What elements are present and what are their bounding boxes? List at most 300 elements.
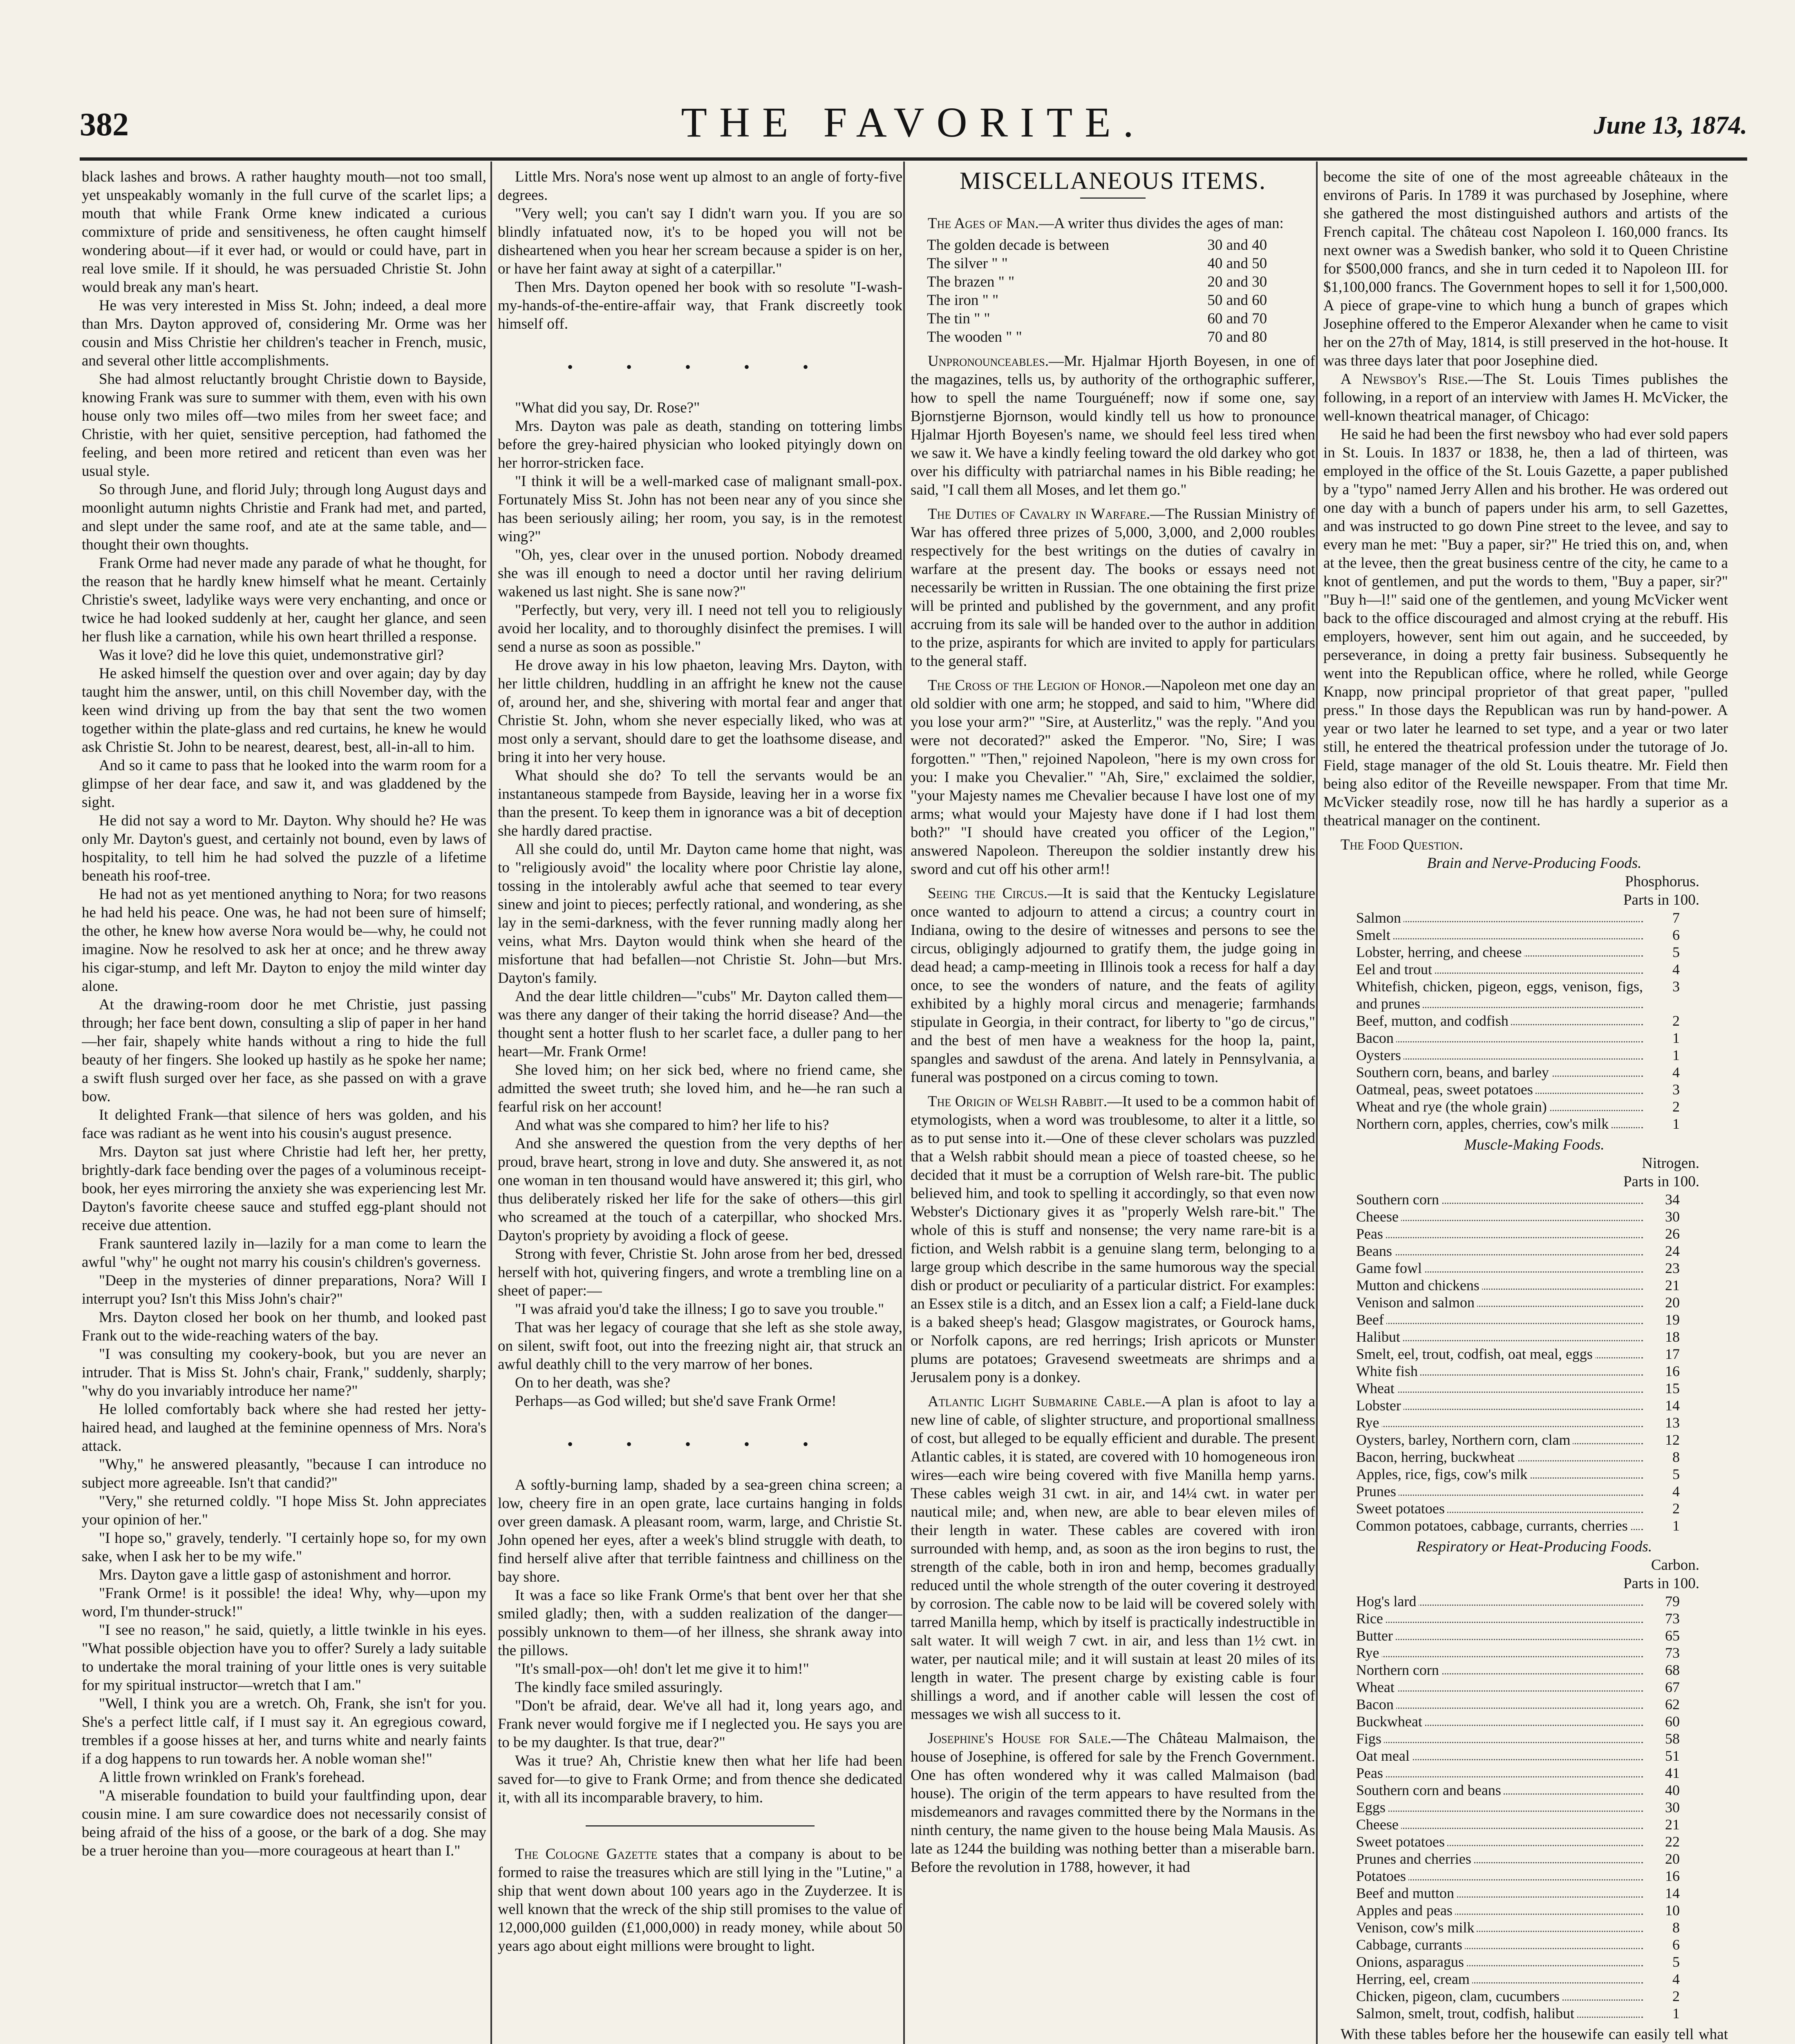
food-value: 73: [1665, 1610, 1680, 1627]
food-name-cell: [1356, 1747, 1643, 1764]
age-label: The golden decade is between: [927, 237, 1109, 253]
food-name-cell: [1356, 1610, 1643, 1627]
food-name: Wheat: [1356, 1679, 1397, 1695]
story-part-a: [498, 168, 902, 333]
food-value: 1: [1672, 1030, 1680, 1046]
item-heading: The Food Question.: [1341, 836, 1463, 853]
food-name: Oysters: [1356, 1047, 1403, 1063]
masthead-rule: [80, 157, 1747, 161]
food-name: Cabbage, currants: [1356, 1936, 1465, 1953]
food-value: 4: [1672, 1064, 1680, 1080]
food-row: [1356, 1782, 1680, 1799]
food-value: 17: [1665, 1346, 1680, 1362]
food-name-cell: [1356, 1431, 1643, 1448]
newsboy-paragraph: He said he had been the first newsboy who had ever sold papers in St. Louis. In 1837 or 1838, he, then a lad of thirteen, was employed in the office of the St. Louis Gazette, a paper published by a "typo" named Jerry Allen and his brother. He was ordered out one day with a bunch of papers under his arm, to sell Gazettes, and was instructed to go down Pine street to the levee, and say to every man he met: "Buy a paper, sir?" He tried this on, and, when at the levee, then the great business centre of the city, he came to a knot of gentlemen, and put the words to them, "Buy a paper, sir?" "Buy h—l!" said one of the gentlemen, and young McVicker went back to the office discouraged and almost crying at the rebuff. His employers, however, sent him out again, and he succeeded, by perseverance, in doing a pretty fair business. Subsequently he went into the Republican office, where he rolled, while George Knapp, now principal proprietor of that great paper, "pulled press." In those days the Republican was run by hand-power. A year or two later he learned to set type, and a year or two later still, he entered the theatrical profession under the tutorage of Jo. Field, stage manager of the old St. Louis theatre. Mr. Field then being also editor of the Reveille newspaper. From that time Mr. McVicker steadily rose, now till he has hardly a superior as a theatrical manager on the continent.: [1323, 426, 1728, 829]
food-name: Figs: [1356, 1730, 1384, 1747]
story-paragraph: Little Mrs. Nora's nose went up almost to an angle of forty-five degrees.: [498, 168, 902, 204]
story-paragraph: She loved him; on her sick bed, where no friend came, she admitted the sweet truth; she loved him, and he—he ran such a fearful risk on her account!: [498, 1062, 902, 1115]
food-value: 40: [1665, 1782, 1680, 1798]
food-value: 4: [1672, 1971, 1680, 1987]
story-paragraph: Perhaps—as God willed; but she'd save Frank Orme!: [515, 1393, 837, 1410]
story-paragraph: Then Mrs. Dayton opened her book with so resolute "I-wash-my-hands-of-the-entire-affair way, that Frank discreetly took himself off.: [498, 279, 902, 332]
ages-row: [927, 273, 1299, 291]
food-name: Herring, eel, cream: [1356, 1971, 1472, 1987]
story-paragraph: The kindly face smiled assuringly.: [515, 1679, 723, 1696]
food-value: 18: [1665, 1329, 1680, 1345]
item-heading: Unpronounceables.: [928, 353, 1049, 370]
food-name: Wheat and rye (the whole grain): [1356, 1098, 1549, 1115]
food-name-cell: [1356, 1696, 1643, 1713]
food-name: Game fowl: [1356, 1260, 1424, 1276]
food-name-cell: [1356, 1242, 1643, 1260]
story-paragraph: "Why," he answered pleasantly, "because I can introduce no subject more agreeable. Isn't that candid?": [82, 1456, 486, 1491]
column-rule-3: [1316, 161, 1318, 2044]
story-paragraph: Was it true? Ah, Christie knew then what her life had been saved for—to give to Frank Orme; and from thence she dedicated it, with all its incomparable bravery, to him.: [498, 1753, 902, 1806]
food-name: Northern corn: [1356, 1662, 1441, 1678]
food-row: [1356, 1345, 1680, 1363]
food-name-cell: [1356, 1902, 1643, 1919]
food-value: 1: [1672, 1517, 1680, 1534]
food-name-cell: [1356, 944, 1643, 961]
food-value: 2: [1672, 1013, 1680, 1029]
food-name-cell: [1356, 1328, 1643, 1345]
food-value: 2: [1672, 1098, 1680, 1115]
story-paragraph: "I think it will be a well-marked case of malignant small-pox. Fortunately Miss St. John has not been near any of you since she has been seriously ailing; her room, you say, is in the remotest wing?": [498, 473, 902, 545]
food-value: 12: [1665, 1432, 1680, 1448]
food-row: [1356, 1919, 1680, 1936]
food-row: [1356, 1363, 1680, 1380]
food-row: [1356, 1311, 1680, 1328]
food-name-cell: [1356, 1047, 1643, 1064]
food-row: [1356, 1064, 1680, 1081]
food-row: [1356, 1081, 1680, 1098]
food-row: [1356, 1799, 1680, 1816]
item-text: —The Château Malmaison, the house of Josephine, is offered for sale by the French Government. One has often wondered why it was called Malmaison (bad house). The origin of the term appears to have resulted from the misdemeanors and ravages committed there by the Normans in the ninth century, the name given to the house being Mala Mausis. As late as 1244 the building was nothing better than a miserable barn. Before the revolution in 1788, however, it had: [911, 1730, 1315, 1876]
column-4-misc: [1323, 168, 1728, 2044]
food-row: [1356, 1988, 1680, 2005]
food-row: [1356, 1747, 1680, 1764]
food-value: 8: [1672, 1449, 1680, 1465]
food-name: Beef and mutton: [1356, 1885, 1457, 1901]
food-name: Oatmeal, peas, sweet potatoes: [1356, 1081, 1535, 1098]
food-name-cell: [1356, 1730, 1643, 1747]
food-value: 16: [1665, 1868, 1680, 1884]
food-name: Salmon, smelt, trout, codfish, halibut: [1356, 2005, 1577, 2022]
column-rule-1: [490, 161, 492, 2044]
food-value: 2: [1672, 1500, 1680, 1517]
food-table-unit: Parts in 100.: [1623, 1173, 1699, 1190]
masthead: [80, 94, 1747, 159]
food-name: Lobster: [1356, 1397, 1403, 1414]
ages-item: [911, 214, 1315, 233]
food-value: 34: [1665, 1191, 1680, 1208]
story-paragraph: "Oh, yes, clear over in the unused portion. Nobody dreamed she was ill enough to need a doctor until her raving delirium wakened us last night. She is sane now?": [498, 547, 902, 600]
food-name-cell: [1356, 1081, 1643, 1098]
food-row: [1356, 1730, 1680, 1747]
section-separator: • • • • •: [567, 358, 833, 376]
food-value: 20: [1665, 1851, 1680, 1867]
column-3-misc: [911, 168, 1315, 2044]
story-paragraph: "Very well; you can't say I didn't warn you. If you are so blindly infatuated now, it's to be hoped you will not be disheartened when you hear her scream because a spider is on her, or have her faint away at sight of a caterpillar.": [498, 205, 902, 277]
food-value: 13: [1665, 1414, 1680, 1431]
food-name: Beans: [1356, 1243, 1394, 1259]
food-name-cell: [1356, 1064, 1643, 1081]
food-value: 67: [1665, 1679, 1680, 1695]
item-text: —It used to be a common habit of etymologists, when a word was troublesome, to alter it a little, so as to put sense into it.—One of these clever scholars was puzzled that a Welsh rabbit should mean a piece of toasted cheese, so he decided that it must be a corruption of Welsh rare-bit. The public believed him, and took to spelling it accordingly, so that even now Webster's Dictionary gives it as "properly Welsh rare-bit." The whole of this is stuff and nonsense; the very name rare-bit is a fiction, and Welsh rabbit is a genuine slang term, belonging to a large group which describe in the same humorous way the special dish or product or peculiarity of a particular district. For examples: an Essex stile is a ditch, and an Essex lion a calf; a Field-lane duck is a baked sheep's head; Glasgow magistrates, or Gourock hams, or Norfolk capons, are red herrings; Irish apricots or Munster plums are potatoes; Gravesend sweetmeats are shrimps and a Jerusalem pony is a donkey.: [911, 1093, 1315, 1386]
food-name-cell: [1356, 1500, 1643, 1517]
ages-row: [927, 291, 1299, 309]
misc-item: [911, 676, 1315, 879]
food-row: [1356, 1431, 1680, 1448]
ages-row: [927, 328, 1299, 346]
story-paragraph: That was her legacy of courage that she left as she stole away, on silent, swift foot, out into the freezing night air, that struck an awful deathly chill to the very marrow of her bones.: [498, 1319, 902, 1373]
food-row: [1356, 1764, 1680, 1782]
food-name-cell: [1356, 1833, 1643, 1850]
food-value: 73: [1665, 1645, 1680, 1661]
food-name-cell: [1356, 1191, 1643, 1208]
food-row: [1356, 2005, 1680, 2022]
food-value: 4: [1672, 961, 1680, 977]
food-name-cell: [1356, 961, 1643, 978]
food-name: Buckwheat: [1356, 1713, 1425, 1730]
age-range: 20 and 30: [1207, 273, 1267, 290]
josephine-continued: become the site of one of the most agreeable châteaux in the environs of Paris. In 1789 it was purchased by Josephine, where she gathered the most distinguished authors and artists of the French capital. The château cost Napoleon I. 160,000 francs. Its next owner was a Swedish banker, who sold it to Queen Christine for $500,000 francs, and she in turn ceded it to Napoleon III. for $1,100,000 francs. The Government hopes to sell it for 1,500,000. A piece of grape-vine to which hung a bunch of grapes which Josephine offered to the Emperor Alexander when he came to visit her on the 27th of May, 1814, is still preserved in the hot-house. It was three days later that poor Josephine died.: [1323, 168, 1728, 369]
food-name-cell: [1356, 2005, 1643, 2022]
food-name: Bacon, herring, buckwheat: [1356, 1449, 1517, 1465]
food-row: [1356, 961, 1680, 978]
food-name-cell: [1356, 1483, 1643, 1500]
food-value: 58: [1665, 1730, 1680, 1747]
food-table-title: Muscle-Making Foods.: [1464, 1136, 1605, 1153]
food-row: [1356, 1713, 1680, 1730]
food-name: Sweet potatoes: [1356, 1833, 1447, 1850]
story-paragraph: "Deep in the mysteries of dinner preparations, Nora? Will I interrupt you? Isn't this Miss John's chair?": [82, 1272, 486, 1307]
food-row: [1356, 909, 1680, 926]
food-value: 68: [1665, 1662, 1680, 1678]
food-value: 4: [1672, 1483, 1680, 1499]
food-name: Butter: [1356, 1627, 1395, 1644]
food-name-cell: [1356, 1414, 1643, 1431]
food-row: [1356, 1936, 1680, 1953]
story-paragraph: And what was she compared to him? her life to his?: [515, 1117, 829, 1134]
story-paragraph: "Perfectly, but very, very ill. I need not tell you to religiously avoid her locality, and to thoroughly disinfect the premises. I will send a nurse as soon as possible.": [498, 602, 902, 655]
food-name: Onions, asparagus: [1356, 1954, 1466, 1970]
food-row: [1356, 944, 1680, 961]
food-value: 60: [1665, 1713, 1680, 1730]
title-rule: [1080, 197, 1146, 199]
story-paragraph: He did not say a word to Mr. Dayton. Why should he? He was only Mr. Dayton's guest, and certainly not bound, even by laws of hospitality, to tell him he had solved the puzzle of a lifetime beneath his roof-tree.: [82, 812, 486, 884]
food-name-cell: [1356, 1593, 1643, 1610]
item-text: —A writer thus divides the ages of man:: [1039, 215, 1284, 232]
story-paragraph: He had not as yet mentioned anything to Nora; for two reasons he had held his peace. One was, he had not been sure of himself; the other, he knew how averse Nora would be—why, he could not imagine. Now he resolved to ask her at once; and he threw away his cigar-stump, and left Mr. Dayton to enjoy the mild winter day alone.: [82, 886, 486, 995]
misc-item: [911, 352, 1315, 499]
food-name: Peas: [1356, 1226, 1385, 1242]
story-paragraph: Mrs. Dayton gave a little gasp of astonishment and horror.: [99, 1567, 452, 1583]
food-name-cell: [1356, 1466, 1643, 1483]
food-name-cell: [1356, 1380, 1643, 1397]
food-row: [1356, 1098, 1680, 1115]
page-number: 382: [80, 107, 129, 143]
food-name-cell: [1356, 1713, 1643, 1730]
food-row: [1356, 1953, 1680, 1970]
story-paragraph: "I was afraid you'd take the illness; I go to save you trouble.": [515, 1301, 884, 1318]
food-value: 30: [1665, 1799, 1680, 1815]
food-value: 3: [1672, 978, 1680, 995]
story-paragraph: And she answered the question from the very depths of her proud, brave heart, strong in love and duty. She answered it, as not one woman in ten thousand would have answered it; this girl, who thus deliberately risked her life for the sake of others—this girl who screamed at the touch of a caterpillar, who shocked Mrs. Dayton's propriety by avoiding a flock of geese.: [498, 1135, 902, 1244]
section-title: MISCELLANEOUS ITEMS.: [959, 168, 1266, 194]
food-row: [1356, 1397, 1680, 1414]
story-paragraph: She had almost reluctantly brought Christie down to Bayside, knowing Frank was sure to summer with them, even with his own house only two miles off—two miles from her sweet face; and Christie, with her quiet, sensitive perception, had fathomed the feeling, and been more retired and reticent than even was her usual style.: [82, 371, 486, 480]
food-value: 3: [1672, 1081, 1680, 1098]
food-value: 6: [1672, 1936, 1680, 1953]
misc-item: [911, 1092, 1315, 1387]
item-heading: Seeing the Circus.: [928, 885, 1047, 902]
food-name: Mutton and chickens: [1356, 1277, 1482, 1293]
food-value: 15: [1665, 1380, 1680, 1396]
food-row: [1356, 1277, 1680, 1294]
story-paragraph: "A miserable foundation to build your faultfinding upon, dear cousin mine. I am sure cowardice does not necessarily consist of being afraid of the hiss of a goose, or the bark of a dog. She may be a truer heroine than you—more courageous at heart than I.": [82, 1787, 486, 1859]
food-value: 65: [1665, 1627, 1680, 1644]
misc-item: [911, 1729, 1315, 1876]
food-value: 16: [1665, 1363, 1680, 1379]
food-name: Eggs: [1356, 1799, 1388, 1815]
food-table-unit: Phosphorus.: [1625, 873, 1699, 890]
food-value: 14: [1665, 1397, 1680, 1414]
food-value: 41: [1665, 1765, 1680, 1781]
food-value: 5: [1672, 1954, 1680, 1970]
food-value: 7: [1672, 910, 1680, 926]
section-separator: • • • • •: [567, 1435, 833, 1453]
food-row: [1356, 978, 1680, 1012]
item-text: —The Russian Ministry of War has offered three prizes of 5,000, 3,000, and 2,000 roubles respectively for the best writings on the duties of cavalry in warfare at the present day. The books or essays need not necessarily be written in Russian. The one obtaining the first prize will be printed and published by the government, and any profit accruing from its sale will be handed over to the author in addition to the prize, aspirants for which are invited to apply for particulars to the general staff.: [911, 506, 1315, 670]
food-name-cell: [1356, 1936, 1643, 1953]
age-range: 60 and 70: [1207, 310, 1267, 327]
food-row: [1356, 1012, 1680, 1029]
story-paragraph: "What did you say, Dr. Rose?": [515, 399, 700, 416]
food-name: Bacon: [1356, 1696, 1396, 1712]
food-name: Rice: [1356, 1610, 1385, 1627]
food-value: 14: [1665, 1885, 1680, 1901]
food-value: 62: [1665, 1696, 1680, 1712]
misc-item: [911, 1392, 1315, 1724]
age-range: 40 and 50: [1207, 255, 1267, 272]
item-heading: The Cologne Gazette: [515, 1846, 658, 1862]
food-name: Rye: [1356, 1414, 1382, 1431]
food-name: Prunes and cherries: [1356, 1851, 1474, 1867]
food-name-cell: [1356, 1850, 1643, 1867]
item-divider: [586, 1825, 815, 1827]
food-value: 20: [1665, 1294, 1680, 1311]
story-paragraph: A little frown wrinkled on Frank's forehead.: [99, 1769, 365, 1786]
newspaper-title: THE FAVORITE.: [681, 99, 1146, 146]
food-value: 5: [1672, 1466, 1680, 1482]
food-name-cell: [1356, 1970, 1643, 1988]
age-label: The tin " ": [927, 310, 990, 327]
story-paragraph: Strong with fever, Christie St. John arose from her bed, dressed herself with hot, quivering fingers, and wrote a trembling line on a sheet of paper:—: [498, 1246, 902, 1299]
food-row: [1356, 1328, 1680, 1345]
food-table-unit: Nitrogen.: [1642, 1155, 1699, 1172]
story-paragraph: "I hope so," gravely, tenderly. "I certainly hope so, for my own sake, when I ask her to be my wife.": [82, 1530, 486, 1565]
food-name-cell: [1356, 1311, 1643, 1328]
food-name-cell: [1356, 1029, 1643, 1047]
food-table-unit: Carbon.: [1651, 1557, 1699, 1573]
food-table-unit: Parts in 100.: [1623, 892, 1699, 908]
food-name: Potatoes: [1356, 1868, 1408, 1884]
item-heading: Josephine's House for Sale.: [928, 1730, 1112, 1747]
food-row: [1356, 1593, 1680, 1610]
food-value: 8: [1672, 1919, 1680, 1936]
food-tables: [1323, 854, 1728, 2022]
food-table-unit: Parts in 100.: [1623, 1575, 1699, 1592]
food-value: 19: [1665, 1311, 1680, 1328]
food-row: [1356, 1115, 1680, 1132]
food-name: Rye: [1356, 1645, 1382, 1661]
food-value: 79: [1665, 1593, 1680, 1609]
food-row: [1356, 926, 1680, 944]
food-name: Sweet potatoes: [1356, 1500, 1447, 1517]
food-row: [1356, 1517, 1680, 1534]
food-name-cell: [1356, 1764, 1643, 1782]
item-text: —The St. Louis Times publishes the following, in a report of an interview with James H. McVicker, the well-known theatrical manager, of Chicago:: [1323, 371, 1728, 424]
story-paragraph: "I was consulting my cookery-book, but you are never an intruder. That is Miss St. John's chair, Frank," suddenly, sharply; "why do you invariably introduce her name?": [82, 1346, 486, 1399]
food-value: 10: [1665, 1902, 1680, 1918]
age-label: The wooden " ": [927, 329, 1022, 345]
item-text: —It is said that the Kentucky Legislature once wanted to adjourn to attend a circus; a country court in Indiana, owing to the desire of witnesses and persons to see the circus, obligingly adjourned to gratify them, the judge going in dead head; a camp-meeting in Illinois took a recess for half a day once, to see the wonders of nature, and the feats of agility exhibited by a highly moral circus and menagerie; farmhands stipulate in Georgia, in their contract, for liberty to "go de circus," and the best of men have a weakness for the hoop la, paint, spangles and sawdust of the arena. And lately in Pennsylvania, a funeral was postponed on a circus coming to town.: [911, 885, 1315, 1086]
misc-item: [911, 505, 1315, 670]
food-name-cell: [1356, 1012, 1643, 1029]
story-paragraph: "Frank Orme! is it possible! the idea! Why, why—upon my word, I'm thunder-struck!": [82, 1585, 486, 1620]
item-text: —A plan is afoot to lay a new line of cable, of slighter structure, and proportional smallness of cost, but alleged to be equally efficient and durable. The present Atlantic cables, it is stated, are covered with 10 homogeneous iron wires—each wire being covered with five Manilla hemp yarns. These cables weigh 31 cwt. in air, and 14¼ cwt. in water per nautical mile; and, when new, are able to bear eleven miles of their length in water. These cables are covered with iron surrounded with hemp, and, as soon as the iron begins to rust, the strength of the cable, both in iron and hemp, becomes gradually reduced until the whole strength of the outer covering it destroyed by corrosion. The cable now to be laid will be covered solely with tarred Manilla hemp, which by itself is practically indestructible in salt water. It will weigh 7 cwt. in air, and less than 1½ cwt. in water, per nautical mile; and it will sustain at least 20 miles of its length in water. The present charge by existing cable is four shillings a word, and if another cable will lessen the cost of messages we wish all success to it.: [911, 1393, 1315, 1723]
food-row: [1356, 1448, 1680, 1466]
food-name: Venison and salmon: [1356, 1294, 1477, 1311]
food-table: [1356, 1593, 1680, 2022]
food-table: [1356, 1191, 1680, 1534]
food-name-cell: [1356, 1627, 1643, 1644]
food-row: [1356, 1696, 1680, 1713]
food-name: Southern corn and beans: [1356, 1782, 1504, 1798]
food-value: 5: [1672, 944, 1680, 960]
story-paragraph: Was it love? did he love this quiet, undemonstrative girl?: [99, 647, 444, 663]
food-name-cell: [1356, 1919, 1643, 1936]
food-name-cell: [1356, 1867, 1643, 1885]
food-value: 21: [1665, 1277, 1680, 1293]
ages-table: [927, 236, 1299, 346]
cologne-gazette-item: [498, 1845, 902, 1955]
item-heading: The Duties of Cavalry in Warfare.: [928, 506, 1150, 522]
food-name-cell: [1356, 1260, 1643, 1277]
story-part-c: [498, 1476, 902, 1807]
food-name: Lobster, herring, and cheese: [1356, 944, 1524, 960]
food-value: 2: [1672, 1988, 1680, 2004]
food-name-cell: [1356, 1782, 1643, 1799]
story-paragraph: It was a face so like Frank Orme's that bent over her that she smiled gladly; then, with a sudden realization of the danger—possibly unknown to them—of her illness, she shrank away into the pillows.: [498, 1587, 902, 1659]
food-table-title: Brain and Nerve-Producing Foods.: [1427, 855, 1642, 872]
column-rule-2: [903, 161, 905, 2044]
story-paragraph: All she could do, until Mr. Dayton came home that night, was to "religiously avoid" the locality where poor Christie lay alone, tossing in the intolerably awful ache that seemed to tear every sinew and joint to pieces; perfectly rational, and wondering, as she lay in the semi-darkness, with the fever running madly along her veins, what Mrs. Dayton would think when she heard of the misfortune that had befallen—not Christie St. John—but Mrs. Dayton's family.: [498, 841, 902, 986]
story-paragraph: Frank sauntered lazily in—lazily for a man come to learn the awful "why" he ought not marry his cousin's children's governess.: [82, 1235, 486, 1271]
food-value: 1: [1672, 1047, 1680, 1063]
story-paragraph: "Don't be afraid, dear. We've all had it, long years ago, and Frank never would forgive me if I neglected you. He says you are to be my daughter. Is that true, dear?": [498, 1697, 902, 1751]
story-paragraph: Mrs. Dayton was pale as death, standing on tottering limbs before the grey-haired physician who looked pityingly down on her horror-stricken face.: [498, 418, 902, 471]
ages-row: [927, 309, 1299, 328]
story-paragraph: And so it came to pass that he looked into the warm room for a glimpse of her dear face, and saw it, and was gladdened by the sight.: [82, 757, 486, 811]
food-name: Cheese: [1356, 1816, 1401, 1833]
food-name: Chicken, pigeon, clam, cucumbers: [1356, 1988, 1562, 2004]
food-row: [1356, 1627, 1680, 1644]
food-value: 1: [1672, 2005, 1680, 2022]
food-name-cell: [1356, 1115, 1643, 1132]
food-name-cell: [1356, 1799, 1643, 1816]
story-paragraph: "Well, I think you are a wretch. Oh, Frank, she isn't for you. She's a perfect little calf, if I must say it. An egregious coward, trembles if a goose hisses at her, and turns white and nearly faints if a dog happens to run towards her. A noble woman she!": [82, 1695, 486, 1767]
food-name-cell: [1356, 1885, 1643, 1902]
food-name: Bacon: [1356, 1030, 1396, 1046]
age-range: 30 and 40: [1207, 237, 1267, 253]
item-heading: The Cross of the Legion of Honor.: [928, 677, 1146, 694]
food-row: [1356, 1260, 1680, 1277]
food-name-cell: [1356, 1517, 1643, 1534]
food-row: [1356, 1867, 1680, 1885]
food-name: Northern corn, apples, cherries, cow's milk: [1356, 1116, 1611, 1132]
story-paragraph: "Very," she returned coldly. "I hope Miss St. John appreciates your opinion of her.": [82, 1493, 486, 1528]
food-name-cell: [1356, 1098, 1643, 1115]
story-paragraph: Mrs. Dayton sat just where Christie had left her, her pretty, brightly-dark face bending over the pages of a voluminous receipt-book, her eyes mirroring the anxiety she was experiencing lest Mr. Dayton's favorite cheese sauce and stuffed egg-plant should not receive due attention.: [82, 1143, 486, 1234]
misc-items: [911, 352, 1315, 1876]
food-row: [1356, 1414, 1680, 1431]
food-name: Beef: [1356, 1311, 1386, 1328]
food-value: 23: [1665, 1260, 1680, 1276]
food-value: 6: [1672, 927, 1680, 943]
food-name: Southern corn: [1356, 1191, 1441, 1208]
ages-row: [927, 254, 1299, 273]
food-name-cell: [1356, 978, 1643, 1012]
food-name: Beef, mutton, and codfish: [1356, 1013, 1511, 1029]
food-name: Venison, cow's milk: [1356, 1919, 1477, 1936]
food-row: [1356, 1242, 1680, 1260]
food-name-cell: [1356, 1277, 1643, 1294]
column-1-story: [82, 168, 486, 2044]
food-name-cell: [1356, 1397, 1643, 1414]
food-row: [1356, 1610, 1680, 1627]
food-name: Prunes: [1356, 1483, 1399, 1499]
food-row: [1356, 1047, 1680, 1064]
story-paragraph: Frank Orme had never made any parade of what he thought, for the reason that he hardly knew himself what he meant. Certainly Christie's sweet, ladylike ways were very enchanting, and once or twice he had looked suddenly at her, caught her glance, and seen her flush like a carnation, while his own heart thrilled a response.: [82, 555, 486, 645]
food-row: [1356, 1644, 1680, 1661]
story-paragraph: A softly-burning lamp, shaded by a sea-green china screen; a low, cheery fire in an open grate, lace curtains hanging in folds over green damask. A pleasant room, warm, large, and Christie St. John opened her eyes, after a week's blind struggle with death, to find herself alive after that terrible faintness and chilliness on the bay shore.: [498, 1477, 902, 1585]
story-paragraph: He was very interested in Miss St. John; indeed, a deal more than Mrs. Dayton approved of, considering Mr. Orme was her cousin and Miss Christie her children's teacher in French, music, and several other little accomplishments.: [82, 297, 486, 369]
food-name-cell: [1356, 1661, 1643, 1679]
story-paragraph: "It's small-pox—oh! don't let me give it to him!": [515, 1661, 809, 1677]
food-name-cell: [1356, 1953, 1643, 1970]
newsboy-item: [1323, 370, 1728, 425]
food-name-cell: [1356, 1294, 1643, 1311]
food-row: [1356, 1208, 1680, 1225]
age-label: The brazen " ": [927, 273, 1015, 290]
food-name-cell: [1356, 1345, 1643, 1363]
food-row: [1356, 1500, 1680, 1517]
story-paragraph: On to her death, was she?: [515, 1374, 671, 1391]
ages-row: [927, 236, 1299, 254]
food-question-heading: [1323, 836, 1728, 854]
food-row: [1356, 1902, 1680, 1919]
food-name-cell: [1356, 1644, 1643, 1661]
food-value: 22: [1665, 1833, 1680, 1850]
food-value: 24: [1665, 1243, 1680, 1259]
food-name-cell: [1356, 1363, 1643, 1380]
food-name-cell: [1356, 1816, 1643, 1833]
food-name: Smelt: [1356, 927, 1393, 943]
food-value: 1: [1672, 1116, 1680, 1132]
item-heading: Atlantic Light Submarine Cable.: [928, 1393, 1146, 1410]
